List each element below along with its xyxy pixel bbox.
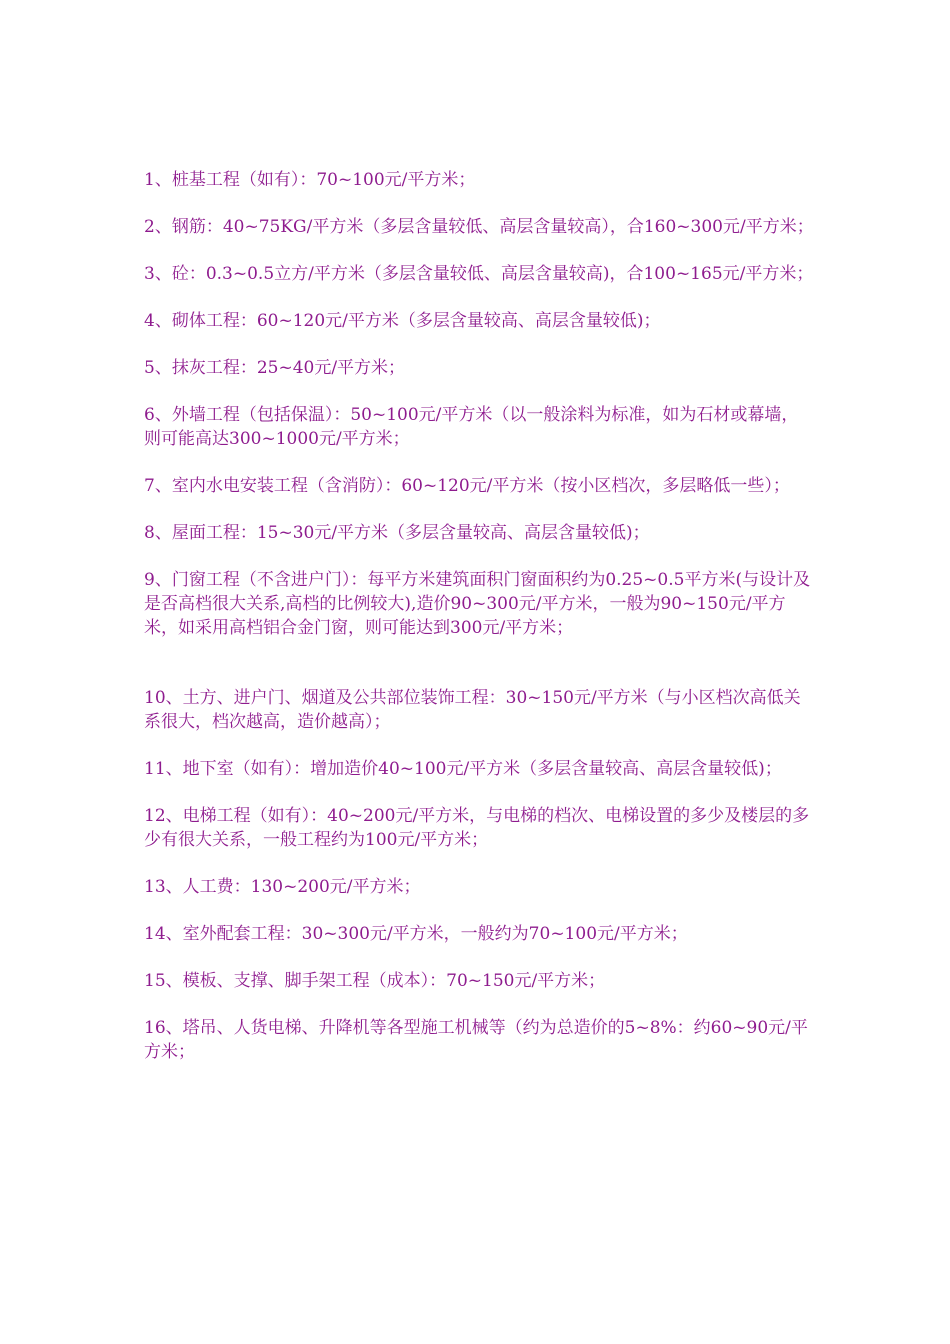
list-item: 14、室外配套工程：30~300元/平方米，一般约为70~100元/平方米； bbox=[144, 924, 688, 944]
list-item: 7、室内水电安装工程（含消防）：60~120元/平方米（按小区档次，多层略低一些）； bbox=[144, 476, 790, 496]
cost-list bbox=[144, 168, 814, 1087]
list-item: 2、钢筋：40~75KG/平方米（多层含量较低、高层含量较高），合160~300元/平方米； bbox=[144, 217, 814, 237]
list-item: 8、屋面工程：15~30元/平方米（多层含量较高、高层含量较低)； bbox=[144, 523, 650, 543]
list-item: 16、塔吊、人货电梯、升降机等各型施工机械等（约为总造价的5~8%：约60~90元/平方米； bbox=[144, 1018, 808, 1062]
list-item: 11、地下室（如有）：增加造价40~100元/平方米（多层含量较高、高层含量较低)； bbox=[144, 759, 782, 779]
list-item: 13、人工费：130~200元/平方米； bbox=[144, 877, 421, 897]
list-item: 10、土方、进户门、烟道及公共部位装饰工程：30~150元/平方米（与小区档次高低关系很大，档次越高，造价越高）； bbox=[144, 688, 801, 732]
list-item: 4、砌体工程：60~120元/平方米（多层含量较高、高层含量较低)； bbox=[144, 311, 661, 331]
list-item: 15、模板、支撑、脚手架工程（成本）：70~150元/平方米； bbox=[144, 971, 606, 991]
list-item: 5、抹灰工程：25~40元/平方米； bbox=[144, 358, 406, 378]
list-item: 9、门窗工程（不含进户门）：每平方米建筑面积门窗面积约为0.25~0.5平方米(与设计及是否高档很大关系,高档的比例较大),造价90~300元/平方米，一般为90~150元/平方米，如采用高档铝合金门窗，则可能达到300元/平方米； bbox=[144, 570, 811, 638]
list-item: 3、砼：0.3~0.5立方/平方米（多层含量较低、高层含量较高)，合100~165元/平方米； bbox=[144, 264, 814, 284]
list-item: 1、桩基工程（如有）：70~100元/平方米； bbox=[144, 170, 476, 190]
list-item: 6、外墙工程（包括保温）：50~100元/平方米（以一般涂料为标准，如为石材或幕墙，则可能高达300~1000元/平方米； bbox=[144, 405, 799, 449]
list-item: 12、电梯工程（如有）：40~200元/平方米，与电梯的档次、电梯设置的多少及楼层的多少有很大关系，一般工程约为100元/平方米； bbox=[144, 806, 810, 850]
